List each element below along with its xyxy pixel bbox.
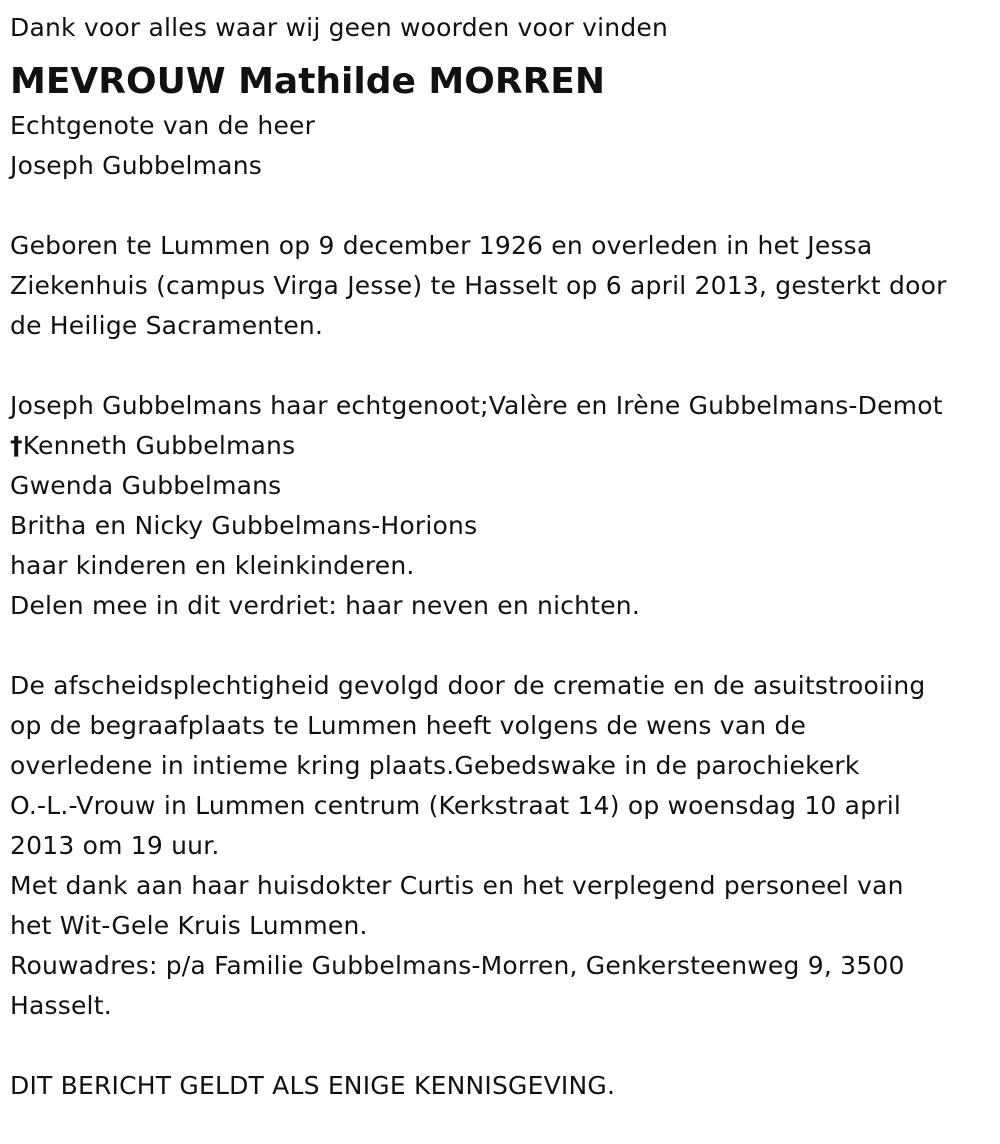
birth-death-line-1: Geboren te Lummen op 9 december 1926 en overleden in het Jessa bbox=[10, 231, 873, 260]
ceremony-line-9: Hasselt. bbox=[10, 991, 112, 1020]
ceremony-line-2: op de begraafplaats te Lummen heeft volgens de wens van de bbox=[10, 711, 807, 740]
cross-icon: † bbox=[10, 431, 23, 460]
family-line-5: haar kinderen en kleinkinderen. bbox=[10, 551, 415, 580]
spacer bbox=[10, 1026, 1000, 1066]
spouse-line-1: Echtgenote van de heer bbox=[10, 111, 316, 140]
family-member-name: Kenneth Gubbelmans bbox=[22, 431, 296, 460]
family-line-6: Delen mee in dit verdriet: haar neven en nichten. bbox=[10, 591, 641, 620]
family-line-1: Joseph Gubbelmans haar echtgenoot;Valère en Irène Gubbelmans-Demot bbox=[10, 391, 943, 420]
spacer bbox=[10, 626, 1000, 666]
ceremony-line-1: De afscheidsplechtigheid gevolgd door de crematie en de asuitstrooiing bbox=[10, 671, 926, 700]
ceremony-line-4: O.-L.-Vrouw in Lummen centrum (Kerkstraat 14) op woensdag 10 april bbox=[10, 791, 902, 820]
closing-text: DIT BERICHT GELDT ALS ENIGE KENNISGEVING. bbox=[10, 1071, 616, 1100]
deceased-name: MEVROUW Mathilde MORREN bbox=[10, 61, 606, 102]
ceremony-line-6: Met dank aan haar huisdokter Curtis en het verplegend personeel van bbox=[10, 871, 904, 900]
family-line-4: Britha en Nicky Gubbelmans-Horions bbox=[10, 511, 478, 540]
ceremony-line-3: overledene in intieme kring plaats.Gebedswake in de parochiekerk bbox=[10, 751, 860, 780]
spouse-line-2: Joseph Gubbelmans bbox=[10, 151, 262, 180]
spacer bbox=[10, 346, 1000, 386]
ceremony-line-8: Rouwadres: p/a Familie Gubbelmans-Morren, Genkersteenweg 9, 3500 bbox=[10, 951, 905, 980]
family-line-3: Gwenda Gubbelmans bbox=[10, 471, 282, 500]
birth-death-line-3: de Heilige Sacramenten. bbox=[10, 311, 324, 340]
birth-death-line-2: Ziekenhuis (campus Virga Jesse) te Hasselt op 6 april 2013, gesterkt door bbox=[10, 271, 947, 300]
spacer bbox=[10, 186, 1000, 226]
intro-text: Dank voor alles waar wij geen woorden voor vinden bbox=[10, 13, 669, 42]
family-line-2 bbox=[10, 426, 1000, 466]
ceremony-line-5: 2013 om 19 uur. bbox=[10, 831, 220, 860]
ceremony-line-7: het Wit-Gele Kruis Lummen. bbox=[10, 911, 368, 940]
